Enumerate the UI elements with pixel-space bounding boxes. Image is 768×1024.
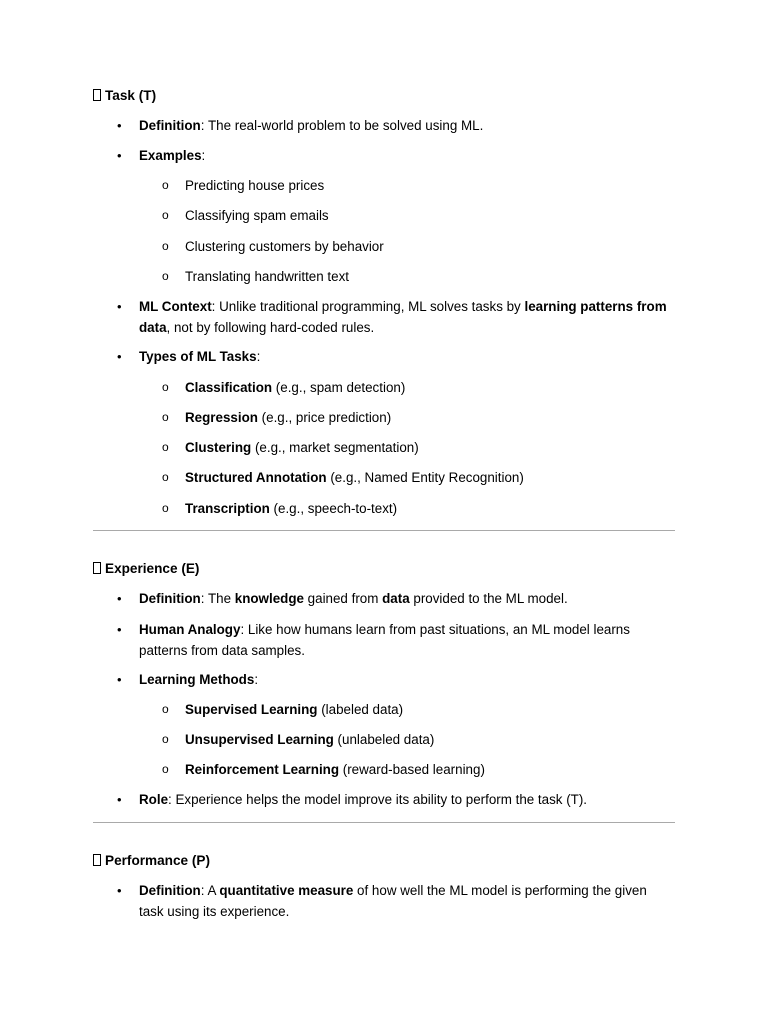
list-item-performance-definition: • Definition: A quantitative measure of how well the ML model is performing the given task using its experience.: [139, 881, 669, 922]
list-item-task-type: o Structured Annotation (e.g., Named Entity Recognition): [185, 468, 665, 489]
list-item-task-definition: • Definition: The real-world problem to be solved using ML.: [139, 116, 669, 137]
section-heading-task: Task (T): [93, 87, 156, 105]
list-item-example: o Clustering customers by behavior: [185, 237, 665, 258]
list-item-example: o Classifying spam emails: [185, 206, 665, 227]
section-heading-experience: Experience (E): [93, 560, 199, 578]
list-item-ml-context: • ML Context: Unlike traditional programming, ML solves tasks by learning patterns from data, not by following hard-coded rules.: [139, 297, 669, 338]
list-item-types-of-ml-tasks: • Types of ML Tasks:: [139, 347, 669, 368]
list-item-task-examples: • Examples:: [139, 146, 669, 167]
horizontal-divider: [93, 530, 675, 531]
list-item-task-type: o Regression (e.g., price prediction): [185, 408, 665, 429]
list-item-learning-method: o Reinforcement Learning (reward-based learning): [185, 760, 665, 781]
list-item-task-type: o Transcription (e.g., speech-to-text): [185, 499, 665, 520]
list-item-experience-definition: • Definition: The knowledge gained from data provided to the ML model.: [139, 589, 669, 610]
list-item-human-analogy: • Human Analogy: Like how humans learn from past situations, an ML model learns patterns from data samples.: [139, 620, 669, 661]
list-item-task-type: o Clustering (e.g., market segmentation): [185, 438, 665, 459]
list-item-learning-methods: • Learning Methods:: [139, 670, 669, 691]
list-item-learning-method: o Unsupervised Learning (unlabeled data): [185, 730, 665, 751]
list-item-example: o Translating handwritten text: [185, 267, 665, 288]
list-item-task-type: o Classification (e.g., spam detection): [185, 378, 665, 399]
missing-glyph-icon: [93, 854, 101, 866]
list-item-role: • Role: Experience helps the model improve its ability to perform the task (T).: [139, 790, 669, 811]
horizontal-divider: [93, 822, 675, 823]
missing-glyph-icon: [93, 89, 101, 101]
section-heading-performance: Performance (P): [93, 852, 210, 870]
list-item-learning-method: o Supervised Learning (labeled data): [185, 700, 665, 721]
missing-glyph-icon: [93, 562, 101, 574]
list-item-example: o Predicting house prices: [185, 176, 665, 197]
